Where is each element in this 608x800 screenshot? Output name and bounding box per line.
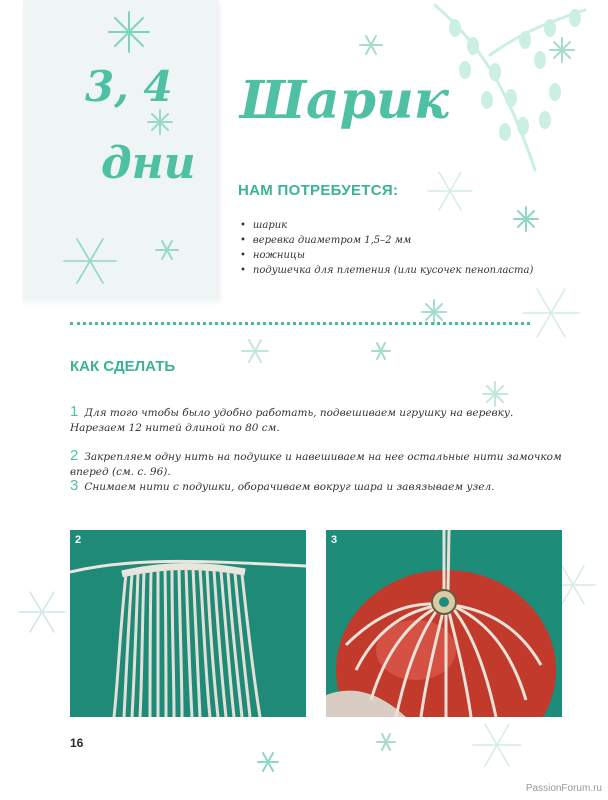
snowflake-icon (154, 237, 180, 263)
photo-3 (326, 530, 562, 717)
step-number: 2 (70, 447, 79, 464)
step-text: Снимаем нити с подушки, оборачиваем вокруг шара и завязываем узел. (84, 481, 495, 493)
day-word: дни (101, 138, 196, 189)
branch-icon (415, 0, 595, 175)
snowflake-icon (470, 718, 524, 772)
snowflake-icon (256, 750, 280, 774)
snowflake-icon (240, 336, 270, 366)
snowflake-icon (105, 8, 153, 56)
snowflake-icon (425, 166, 475, 216)
photo-label: 3 (331, 534, 338, 546)
step-text: Закрепляем одну нить на подушке и навешиваем на нее остальные нити замочком вперед (см. с. 96). (70, 451, 562, 478)
list-item: • подушечка для плетения (или кусочек пенопласта) (240, 263, 533, 278)
step-text: Нарезаем 12 нитей длиной по 80 см. (70, 422, 280, 434)
how-heading: КАК СДЕЛАТЬ (70, 358, 176, 375)
photo-label: 2 (75, 534, 82, 546)
snowflake-icon (548, 36, 576, 64)
page-number: 16 (70, 736, 84, 750)
step-3 (70, 478, 580, 495)
needs-heading: НАМ ПОТРЕБУЕТСЯ: (238, 182, 399, 199)
snowflake-icon (370, 340, 392, 362)
day-number: 3, 4 (85, 62, 173, 111)
step-number: 3 (70, 477, 79, 494)
step-1 (70, 404, 580, 436)
step-text: Для того чтобы было удобно работать, подвешиваем игрушку на веревку. (84, 407, 514, 419)
day-card (23, 0, 219, 300)
snowflake-icon (520, 282, 582, 344)
step-number: 1 (70, 403, 79, 420)
list-item: • ножницы (240, 248, 533, 263)
photo-threads-image (70, 530, 306, 717)
snowflake-icon (375, 731, 397, 753)
list-item: • веревка диаметром 1,5–2 мм (240, 233, 533, 248)
snowflake-icon (358, 32, 384, 58)
needs-list (240, 218, 533, 278)
snowflake-icon (146, 108, 174, 136)
snowflake-icon (61, 232, 119, 290)
step-2 (70, 448, 580, 480)
dotted-divider (70, 322, 530, 325)
page-title: Шарик (240, 70, 449, 131)
snowflake-icon (16, 586, 68, 638)
photo-2 (70, 530, 306, 717)
list-item: • шарик (240, 218, 533, 233)
photo-ornament-image (326, 530, 562, 717)
footer-watermark: PassionForum.ru (525, 783, 602, 794)
